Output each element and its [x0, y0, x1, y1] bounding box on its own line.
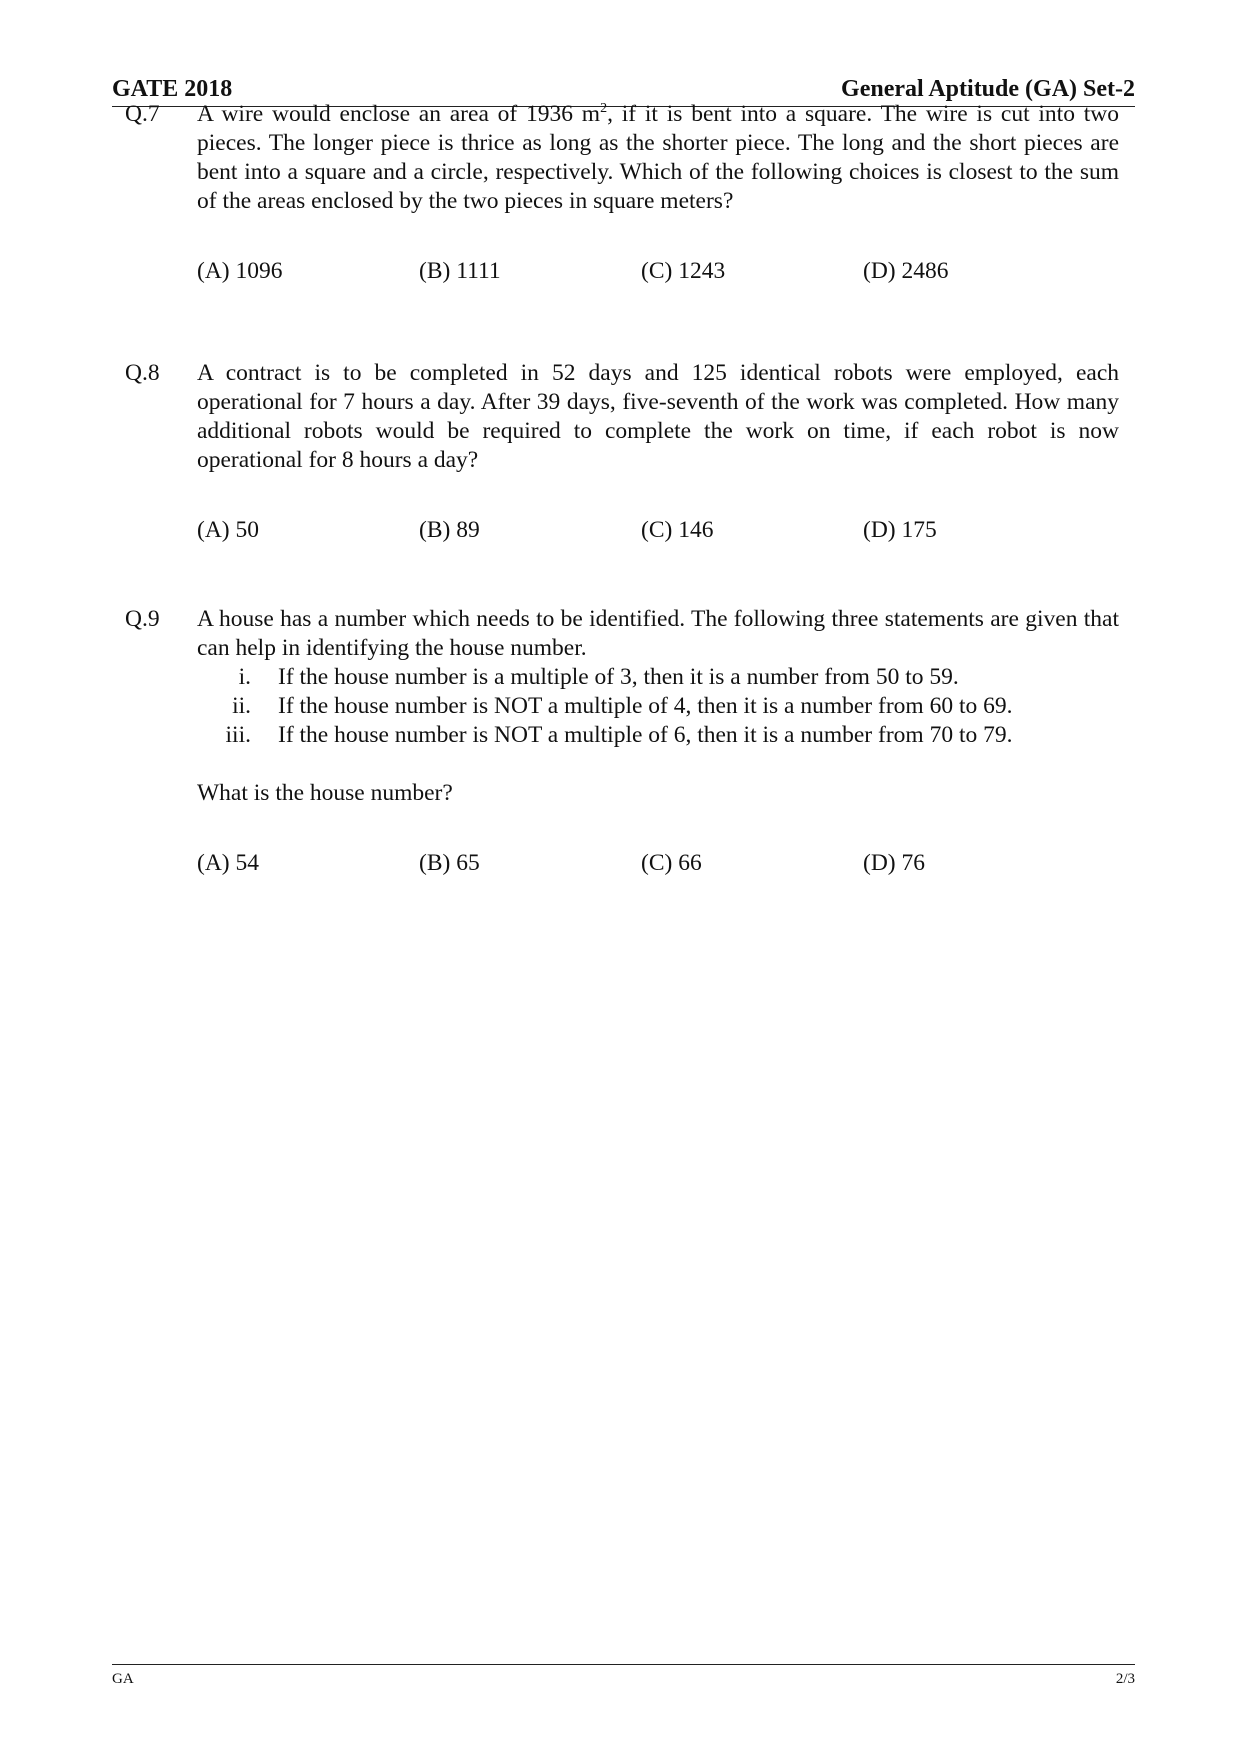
option-d: (D) 76 — [863, 850, 925, 876]
question-text-part: , if it is bent into a square. The wire is cut into two pieces. The longer piece is thrice as long as the shorter piece. The long and the short pieces are bent into a square and a circle, respectively. Which of the following choices is closest to the sum of the areas enclosed by the two pieces in square meters? — [197, 101, 1119, 214]
option-c: (C) 1243 — [641, 258, 726, 284]
page-number: 2/3 — [1115, 1671, 1135, 1687]
question-prompt: What is the house number? — [197, 780, 453, 806]
question-text: A contract is to be completed in 52 days and 125 identical robots were employed, each operational for 7 hours a day. After 39 days, five-seventh of the work was completed. How many additional robots would be required to complete the work on time, if each robot is now operational for 8 hours a day? — [197, 360, 1119, 473]
option-a: (A) 1096 — [197, 258, 283, 284]
statement-numeral: i. — [238, 664, 251, 690]
question-number: Q.7 — [125, 101, 160, 127]
statement-numeral: iii. — [225, 722, 251, 748]
exam-title: GATE 2018 — [112, 76, 233, 102]
question-9 — [125, 605, 1119, 878]
statement-text: If the house number is NOT a multiple of 6, then it is a number from 70 to 79. — [278, 722, 1013, 748]
question-7 — [125, 100, 1119, 286]
answer-options — [197, 516, 1119, 545]
option-d: (D) 175 — [863, 517, 937, 543]
statement-item — [197, 692, 1119, 721]
statement-numeral: ii. — [232, 693, 251, 719]
option-b: (B) 89 — [419, 517, 480, 543]
option-c: (C) 66 — [641, 850, 702, 876]
option-b: (B) 65 — [419, 850, 480, 876]
statement-list — [197, 663, 1119, 750]
statement-text: If the house number is a multiple of 3, then it is a number from 50 to 59. — [278, 664, 959, 690]
answer-options — [197, 849, 1119, 878]
statement-item — [197, 663, 1119, 692]
question-body — [197, 100, 1119, 216]
question-number: Q.8 — [125, 360, 160, 386]
option-d: (D) 2486 — [863, 258, 949, 284]
option-c: (C) 146 — [641, 517, 714, 543]
question-8 — [125, 359, 1119, 545]
option-b: (B) 1111 — [419, 258, 501, 284]
footer-section-code: GA — [112, 1671, 134, 1687]
question-body — [197, 605, 1119, 808]
statement-text: If the house number is NOT a multiple of 4, then it is a number from 60 to 69. — [278, 693, 1013, 719]
option-a: (A) 54 — [197, 850, 259, 876]
section-title: General Aptitude (GA) Set-2 — [841, 76, 1135, 102]
question-text — [197, 100, 1119, 216]
question-body — [197, 359, 1119, 475]
superscript: 2 — [600, 101, 608, 116]
question-text-part: A wire would enclose an area of 1936 m — [197, 101, 601, 127]
page-footer — [112, 1664, 1135, 1687]
statement-item — [197, 721, 1119, 750]
question-text: A house has a number which needs to be identified. The following three statements are given that can help in identifying the house number. — [197, 606, 1119, 661]
question-number: Q.9 — [125, 606, 160, 632]
option-a: (A) 50 — [197, 517, 259, 543]
answer-options — [197, 257, 1119, 286]
